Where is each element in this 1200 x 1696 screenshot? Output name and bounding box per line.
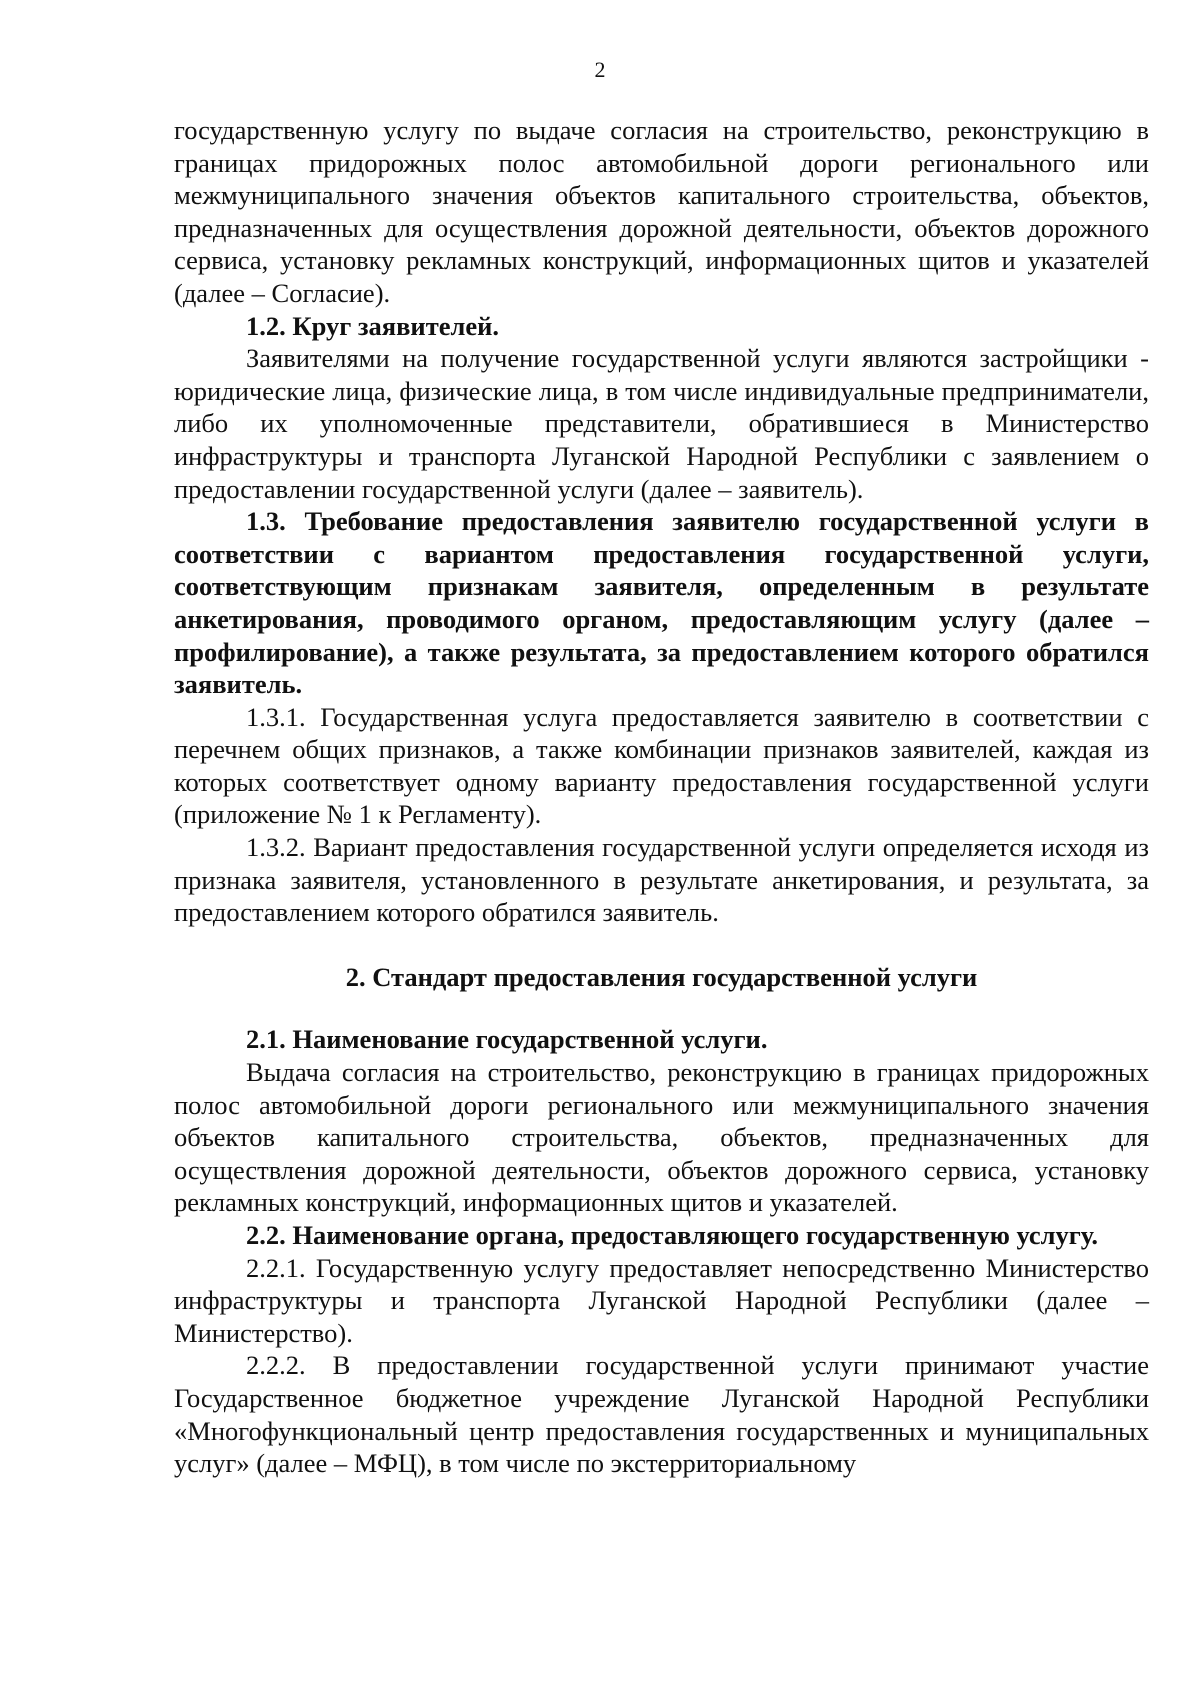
heading-1-2: 1.2. Круг заявителей.	[246, 310, 500, 341]
paragraph-1-3-1: 1.3.1. Государственная услуга предоставляется заявителю в соответствии с перечнем общих признаков, а также комбинации признаков заявителей, каждая из которых соответствует одному варианту предоставления государственной услуги (приложение № 1 к Регламенту).	[174, 701, 1149, 830]
heading-1-3: 1.3. Требование предоставления заявителю государственной услуги в соответствии с вариантом предоставления государственной услуги, соответствующим признакам заявителя, определенным в результате анкетирования, проводимого органом, предоставляющим услугу (далее – профилирование), а также результата, за предоставлением которого обратился заявитель.	[174, 506, 1149, 700]
heading-2-2: 2.2. Наименование органа, предоставляющего государственную услугу.	[246, 1220, 1099, 1250]
paragraph-2-1: Выдача согласия на строительство, реконструкцию в границах придорожных полос автомобильной дороги регионального или межмуниципального значения объектов капитального строительства, объектов, предназначенных для осуществления дорожной деятельности, объектов дорожного сервиса, установку рекламных конструкций, информационных щитов и указателей.	[174, 1057, 1149, 1218]
paragraph-1-2: Заявителями на получение государственной услуги являются застройщики - юридические лица, физические лица, в том числе индивидуальные предприниматели, либо их уполномоченные представители, обратившиеся в Министерство инфраструктуры и транспорта Луганской Народной Республики с заявлением о предоставлении государственной услуги (далее – заявитель).	[174, 343, 1149, 504]
heading-2-1: 2.1. Наименование государственной услуги.	[246, 1024, 768, 1055]
paragraph-1-3-2: 1.3.2. Вариант предоставления государственной услуги определяется исходя из признака заявителя, установленного в результате анкетирования, и результата, за предоставлением которого обратился заявитель.	[174, 832, 1149, 928]
page-number: 2	[594, 57, 606, 82]
paragraph-2-2-2: 2.2.2. В предоставлении государственной услуги принимают участие Государственное бюджетное учреждение Луганской Народной Республики «Многофункциональный центр предоставления государственных и муниципальных услуг» (далее – МФЦ), в том числе по экстерриториальному	[174, 1350, 1149, 1479]
spacer	[174, 929, 1149, 961]
spacer	[174, 993, 1149, 1023]
paragraph-2-2-1: 2.2.1. Государственную услугу предоставляет непосредственно Министерство инфраструктуры и транспорта Луганской Народной Республики (далее – Министерство).	[174, 1252, 1149, 1348]
paragraph-intro-continuation: государственную услугу по выдаче согласия на строительство, реконструкцию в границах придорожных полос автомобильной дороги регионального или межмуниципального значения объектов капитального строительства, объектов, предназначенных для осуществления дорожной деятельности, объектов дорожного сервиса, установку рекламных конструкций, информационных щитов и указателей (далее – Согласие).	[174, 115, 1149, 308]
document-body	[174, 114, 1149, 1480]
section-2-title: 2. Стандарт предоставления государственной услуги	[345, 961, 978, 992]
